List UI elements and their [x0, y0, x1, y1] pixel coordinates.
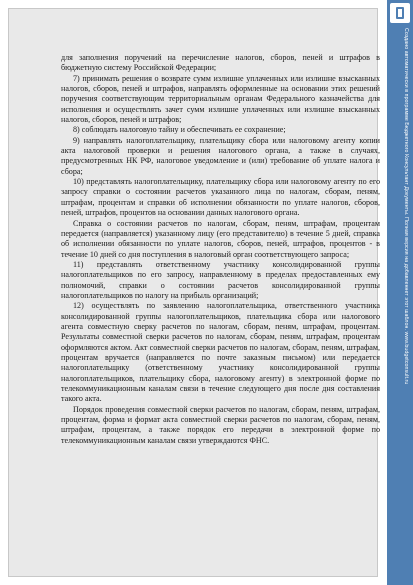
document-icon — [390, 3, 410, 23]
document-page — [8, 8, 378, 577]
side-banner — [387, 0, 413, 585]
paragraph: 9) направлять налогоплательщику, плательщику сбора или налоговому агенту копии акта налоговой проверки и решения налогового органа, а также в случаях, предусмотренных НК РФ, налоговое уведомление и (или) требование об уплате налога и сбора; — [61, 135, 380, 176]
paragraph: 11) представлять ответственному участнику консолидированной группы налогоплательщиков по его запросу, направленному в пределах предоставленных ему полномочий, справки о состоянии расчетов консолидированной группы налогоплательщиков по налогу на прибыль организаций; — [61, 259, 380, 300]
paragraph: 10) представлять налогоплательщику, плательщику сбора или налоговому агенту по его запросу справки о состоянии расчетов указанного лица по налогам, сборам, пеням, штрафам, процентам и справки об исполнении обязанности по уплате налогов, сборов, пеней, штрафов, процентов на основании данных налогового органа. — [61, 177, 380, 218]
paragraph: 7) принимать решения о возврате сумм излишне уплаченных или излишне взысканных налогов, сборов, пеней и штрафов, направлять оформленные на основании этих решений поручения соответствующим территориальным органам Федерального казначейства для исполнения и осуществлять зачет сумм излишне уплаченных или излишне взысканных налогов, сборов, пеней и штрафов; — [61, 73, 380, 125]
side-banner-text: Создано автоматически в программе Бюджетного Консультант Документы. Полная версия на добавленнет этот шаблон. www.budgetconsult.ru — [403, 28, 409, 385]
paragraph: 12) осуществлять по заявлению налогоплательщика, ответственного участника консолидированной группы налогоплательщиков, плательщика сбора или налогового агента совместную сверку расчетов по налогам, сборам, пеням, штрафам, процентам. Результаты совместной сверки расчетов по налогам, сборам, пеням, штрафам, процентам оформляются актом. Акт совместной сверки расчетов по налогам, сборам, пеням, штрафам, процентам вручается (направляется по почте заказным письмом) или передается налогоплательщику (ответственному участнику консолидированной группы налогоплательщиков, плательщику сбора, налоговому агенту) в электронной форме по телекоммуникационным каналам связи в течение следующего дня после дня составления такого акта. — [61, 301, 380, 404]
paragraph: 8) соблюдать налоговую тайну и обеспечивать ее сохранение; — [73, 125, 286, 135]
paragraph: для заполнения поручений на перечисление налогов, сборов, пеней и штрафов в бюджетную систему Российской Федерации; — [61, 53, 380, 73]
paragraph: Справка о состоянии расчетов по налогам, сборам, пеням, штрафам, процентам передается (направляется) указанному лицу (его представителю) в течение 5 дней, справка об исполнении обязанности по уплате налогов, сборов, пеней, штрафов, процентов - в течение 10 дней со дня поступления в налоговый орган соответствующего запроса; — [61, 218, 380, 259]
paragraph: Порядок проведения совместной сверки расчетов по налогам, сборам, пеням, штрафам, процентам, форма и формат акта совместной сверки расчетов по налогам, сборам, пеням, штрафам, процентам, а также порядок его передачи в электронной форме по телекоммуникационным каналам связи утверждаются ФНС. — [61, 404, 380, 445]
document-body — [61, 53, 380, 446]
